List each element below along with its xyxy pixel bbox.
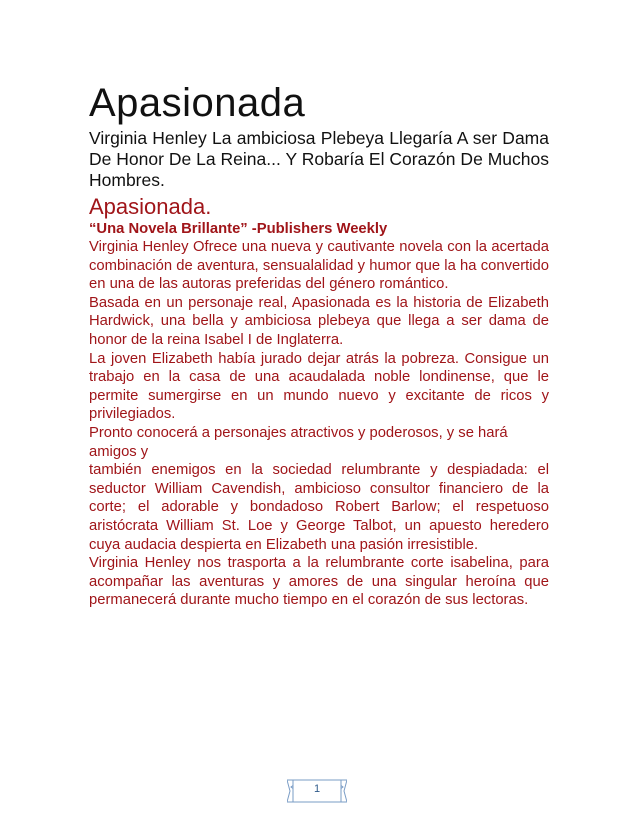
paragraph-1: Virginia Henley Ofrece una nueva y cautivante novela con la acertada combinación de aventura, sensualalidad y humor que la ha convertido en una de las autoras preferidas del género romántico. — [89, 239, 549, 293]
subtitle: Virginia Henley La ambiciosa Plebeya Llegaría A ser Dama De Honor De La Reina... Y Robaría El Corazón De Muchos Hombres. — [89, 128, 549, 190]
review-quote: “Una Novela Brillante” -Publishers Weekly — [89, 221, 388, 237]
paragraph-6: Virginia Henley nos trasporta a la relumbrante corte isabelina, para acompañar las aventuras y amores de una singular heroína que permanecerá durante mucho tiempo en el corazón de sus lectoras. — [89, 555, 549, 609]
page-title: Apasionada — [89, 81, 306, 125]
section-title: Apasionada. — [89, 194, 212, 219]
page-number-ribbon — [293, 780, 341, 802]
page-number: 1 — [313, 783, 321, 795]
paragraph-2: Basada en un personaje real, Apasionada es la historia de Elizabeth Hardwick, una bella y ambiciosa plebeya que llega a ser dama de honor de la reina Isabel I de Inglaterra. — [89, 294, 549, 348]
paragraph-4: Pronto conocerá a personajes atractivos y poderosos, y se hará amigos y — [89, 424, 508, 460]
document-page — [89, 80, 549, 610]
paragraph-3: La joven Elizabeth había jurado dejar atrás la pobreza. Consigue un trabajo en la casa de una acaudalada noble londinense, que le permite sumergirse en un mundo nuevo y excitante de ricos y privilegiados. — [89, 350, 549, 423]
paragraph-5: también enemigos en la sociedad relumbrante y despiadada: el seductor William Cavendish, ambicioso consultor financiero de la corte; el adorable y bondadoso Robert Barlow; el respetuoso aristócrata William St. Loe y George Talbot, un apuesto heredero cuya audacia despierta en Elizabeth una pasión irresistible. — [89, 462, 549, 553]
